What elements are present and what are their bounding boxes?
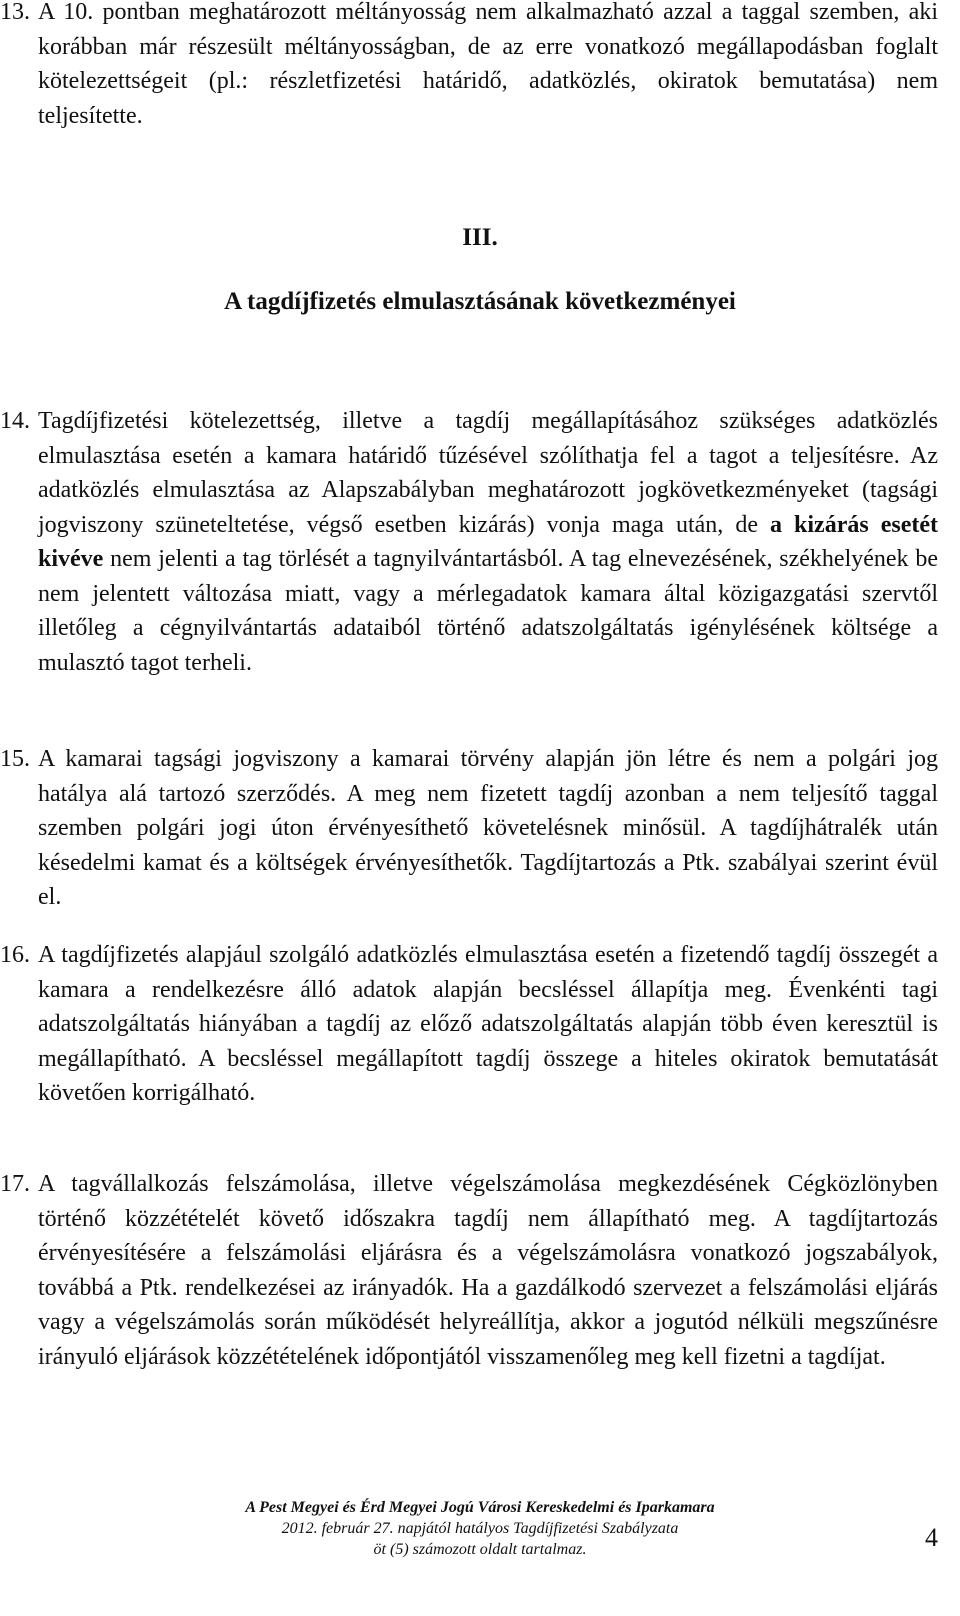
page-number: 4 xyxy=(925,1523,938,1552)
paragraph-13 xyxy=(0,0,938,133)
paragraph-14 xyxy=(0,404,938,680)
footer-organization: A Pest Megyei és Érd Megyei Jogú Városi Kereskedelmi és Iparkamara xyxy=(245,1499,715,1516)
page-footer xyxy=(0,1497,960,1560)
paragraph-17 xyxy=(0,1167,938,1374)
paragraph-number: 17. xyxy=(0,1171,30,1197)
paragraph-15 xyxy=(0,742,938,915)
paragraph-number: 14. xyxy=(0,408,30,434)
paragraph-text: A kamarai tagsági jogviszony a kamarai törvény alapján jön létre és nem a polgári jog hatálya alá tartozó szerződés. A meg nem fizetett tagdíj azonban a nem teljesítő taggal szemben polgári jogi úton érvényesíthető követelésnek minősül. A tagdíjhátralék után késedelmi kamat és a költségek érvényesíthetők. Tagdíjtartozás a Ptk. szabályai szerint évül el. xyxy=(38,746,938,910)
footer-page-count: öt (5) számozott oldalt tartalmaz. xyxy=(373,1541,587,1558)
paragraph-number: 16. xyxy=(0,942,30,968)
paragraph-text: A tagdíjfizetés alapjául szolgáló adatközlés elmulasztása esetén a fizetendő tagdíj összegét a kamara a rendelkezésre álló adatok alapján becsléssel állapítja meg. Évenkénti tagi adatszolgáltatás hiányában a tagdíj az előző adatszolgáltatás alapján több éven keresztül is megállapítható. A becsléssel megállapított tagdíj összege a hiteles okiratok bemutatását követően korrigálható. xyxy=(38,942,938,1106)
section-title: A tagdíjfizetés elmulasztásának következményei xyxy=(224,288,736,315)
section-number: III. xyxy=(462,224,498,251)
paragraph-text: A 10. pontban meghatározott méltányosság nem alkalmazható azzal a taggal szemben, aki korábban már részesült méltányosságban, de az erre vonatkozó megállapodásban foglalt kötelezettségeit (pl.: részletfizetési határidő, adatközlés, okiratok bemutatása) nem teljesítette. xyxy=(38,0,938,129)
paragraph-text xyxy=(38,404,938,680)
paragraph-text-bold: a kizárás esetét kivéve xyxy=(38,511,938,572)
paragraph-number: 13. xyxy=(0,0,30,25)
paragraph-text-part-a: Tagdíjfizetési kötelezettség, illetve a tagdíj megállapításához szükséges adatközlés elmulasztása esetén a kamara határidő tűzésével szólíthatja fel a tagot a teljesítésre. Az adatközlés elmulasztása az Alapszabályban meghatározott jogkövetkezményeket (tagsági jogviszony szüneteltetése, végső esetben kizárás) vonja maga után, de xyxy=(38,408,938,538)
paragraph-text-part-b: nem jelenti a tag törlését a tagnyilvántartásból. A tag elnevezésének, székhelyének be nem jelentett változása miatt, vagy a mérlegadatok kamara által közigazgatási szervtől illetőleg a cégnyilvántartás adataiból történő adatszolgáltatás igénylésének költsége a mulasztó tagot terheli. xyxy=(38,546,938,676)
paragraph-number: 15. xyxy=(0,746,30,772)
paragraph-text: A tagvállalkozás felszámolása, illetve végelszámolása megkezdésének Cégközlönyben történő közzétételét követő időszakra tagdíj nem állapítható meg. A tagdíjtartozás érvényesítésére a felszámolási eljárásra és a végelszámolásra vonatkozó jogszabályok, továbbá a Ptk. rendelkezései az irányadók. Ha a gazdálkodó szervezet a felszámolási eljárás vagy a végelszámolás során működését helyreállítja, akkor a jogutód nélküli megszűnésre irányuló eljárások közzétételének időpontjától visszamenőleg meg kell fizetni a tagdíjat. xyxy=(38,1171,938,1370)
paragraph-16 xyxy=(0,938,938,1111)
footer-effective-date: 2012. február 27. napjától hatályos Tagdíjfizetési Szabályzata xyxy=(281,1520,679,1537)
